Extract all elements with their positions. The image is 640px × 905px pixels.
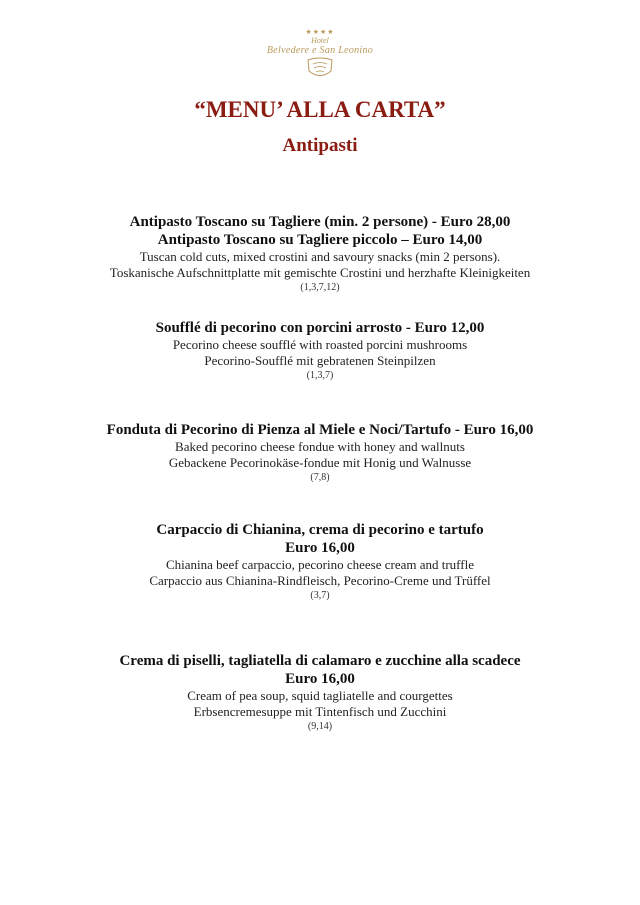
dish-allergens: (1,3,7) <box>306 370 334 381</box>
dish-description-en: Baked pecorino cheese fondue with honey and wallnuts <box>175 439 465 454</box>
dish-allergens: (7,8) <box>310 472 330 483</box>
dish-item <box>0 521 640 602</box>
dish-description-en: Cream of pea soup, squid tagliatelle and courgettes <box>187 688 453 703</box>
section-title: Antipasti <box>282 135 358 156</box>
dish-item <box>0 213 640 294</box>
dish-description-en: Chianina beef carpaccio, pecorino cheese cream and truffle <box>166 557 474 572</box>
dish-price: Euro 16,00 <box>285 671 355 687</box>
dish-description-de: Toskanische Aufschnittplatte mit gemischte Crostini und herzhafte Kleinigkeiten <box>109 264 531 280</box>
dish-name: Antipasto Toscano su Tagliere (min. 2 persone) - Euro 28,00 <box>129 214 511 230</box>
dish-name: Carpaccio di Chianina, crema di pecorino e tartufo <box>156 522 484 538</box>
dish-name: Fonduta di Pecorino di Pienza al Miele e Noci/Tartufo - Euro 16,00 <box>106 422 534 438</box>
dish-description-de: Pecorino-Soufflé mit gebratenen Steinpilzen <box>204 352 436 368</box>
dish-allergens: (9,14) <box>307 721 333 732</box>
dish-description-de: Erbsencremesuppe mit Tintenfisch und Zucchini <box>193 703 447 719</box>
dish-name: Antipasto Toscano su Tagliere piccolo – Euro 14,00 <box>157 232 483 248</box>
dish-name: Crema di piselli, tagliatella di calamaro e zucchine alla scadece <box>119 653 521 669</box>
dish-allergens: (3,7) <box>310 590 330 601</box>
dish-description-en: Tuscan cold cuts, mixed crostini and savoury snacks (min 2 persons). <box>139 249 501 264</box>
dish-price: Euro 16,00 <box>285 540 355 556</box>
logo-hotel-name: Belvedere e San Leonino <box>266 45 374 56</box>
crest-icon <box>303 57 337 79</box>
dish-description-de: Gebackene Pecorinokäse-fondue mit Honig und Walnusse <box>168 454 472 470</box>
hotel-stars: ★★★★ <box>305 28 335 36</box>
hotel-logo <box>0 28 640 90</box>
logo-hotel-word: Hotel <box>311 36 329 45</box>
menu-title: “MENU’ ALLA CARTA” <box>194 97 446 122</box>
dish-item <box>0 421 640 484</box>
dish-description-en: Pecorino cheese soufflé with roasted porcini mushrooms <box>172 337 468 352</box>
dish-description-de: Carpaccio aus Chianina-Rindfleisch, Pecorino-Creme und Trüffel <box>149 572 491 588</box>
dish-allergens: (1,3,7,12) <box>300 282 340 293</box>
dish-item <box>0 652 640 733</box>
dish-name: Soufflé di pecorino con porcini arrosto - Euro 12,00 <box>155 320 485 336</box>
dish-item <box>0 319 640 382</box>
